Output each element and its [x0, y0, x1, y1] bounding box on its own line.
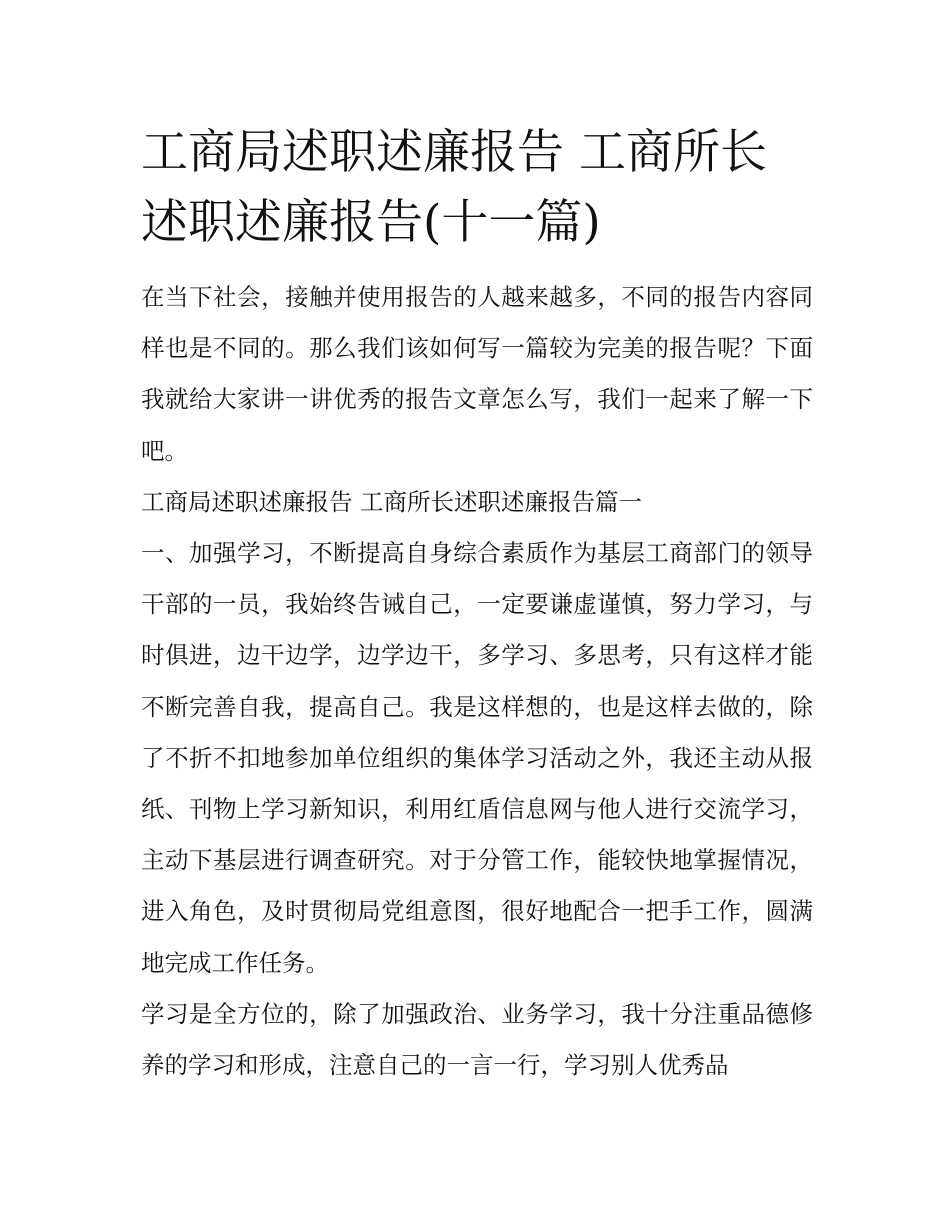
- intro-paragraph: 在当下社会，接触并使用报告的人越来越多，不同的报告内容同样也是不同的。那么我们该如何写一篇较为完美的报告呢？下面我就给大家讲一讲优秀的报告文章怎么写，我们一起来了解一下吧。: [141, 283, 813, 465]
- section-heading: 工商局述职述廉报告 工商所长述职述廉报告篇一: [141, 487, 642, 516]
- body-paragraph: 一、加强学习，不断提高自身综合素质作为基层工商部门的领导干部的一员，我始终告诫自己，一定要谦虚谨慎，努力学习，与时俱进，边干边学，边学边干，多学习、多思考，只有这样才能不断完善自我，提高自己。我是这样想的，也是这样去做的，除了不折不扣地参加单位组织的集体学习活动之外，我还主动从报纸、刊物上学习新知识，利用红盾信息网与他人进行交流学习，主动下基层进行调查研究。对于分管工作，能较快地掌握情况，进入角色，及时贯彻局党组意图，很好地配合一把手工作，圆满地完成工作任务。: [141, 539, 813, 977]
- document-title: 工商局述职述廉报告 工商所长述职述廉报告(十一篇): [141, 125, 767, 250]
- body-paragraph: 学习是全方位的，除了加强政治、业务学习，我十分注重品德修养的学习和形成，注意自己的一言一行，学习别人优秀品: [141, 999, 813, 1080]
- document-body: [141, 118, 813, 1091]
